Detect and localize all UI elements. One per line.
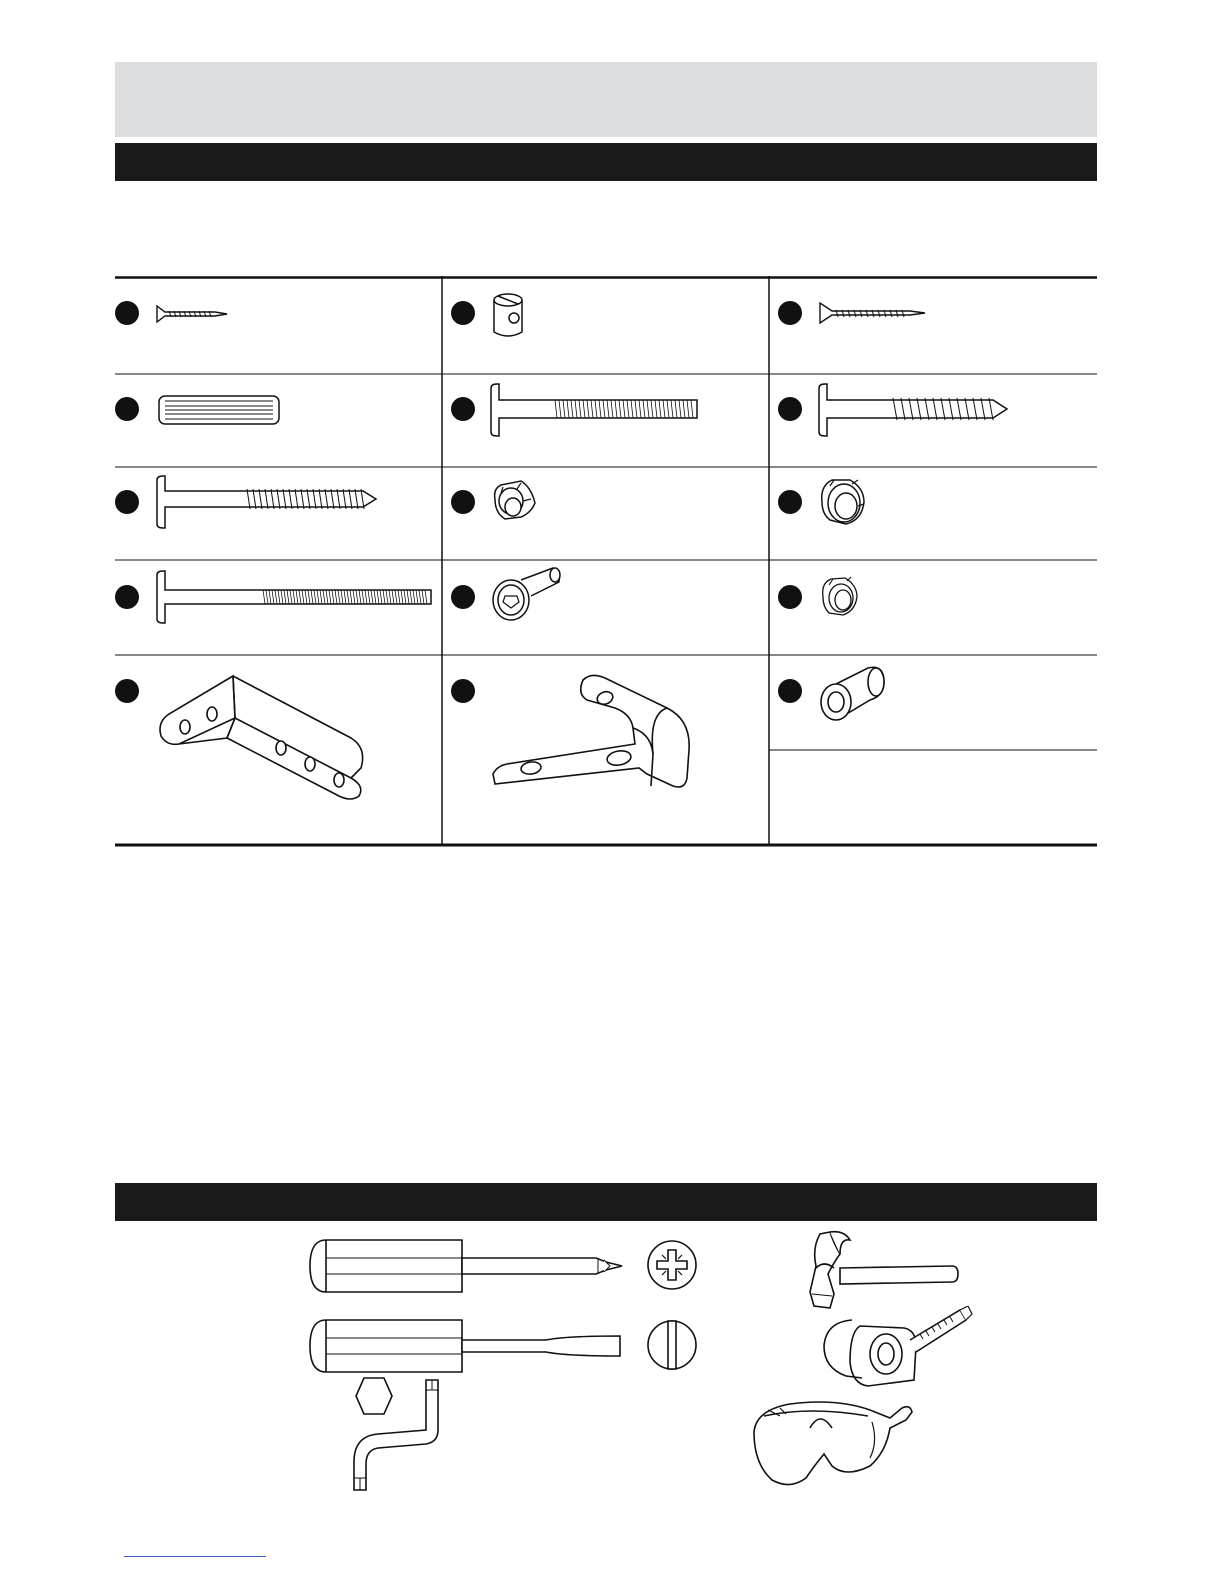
part-badge (778, 585, 802, 609)
flat-screwdriver-icon (306, 1316, 626, 1376)
part-badge (115, 585, 139, 609)
connector-nut-icon (491, 566, 563, 624)
part-badge (115, 490, 139, 514)
lag-bolt-icon (817, 380, 1012, 440)
hex-key-icon (346, 1374, 446, 1494)
part-badge (115, 301, 139, 325)
part-badge (451, 679, 475, 703)
part-badge (451, 301, 475, 325)
hardware-section-header (115, 143, 1097, 181)
part-badge (778, 397, 802, 421)
part-badge (451, 397, 475, 421)
tools-section-header (115, 1183, 1097, 1221)
spacer-sleeve-icon (818, 662, 888, 724)
tee-nut-icon (491, 479, 541, 525)
footer-link-underline[interactable] (124, 1556, 266, 1557)
safety-glasses-icon (750, 1392, 920, 1492)
barrel-nut-icon (490, 292, 535, 340)
title-band (115, 62, 1097, 137)
small-tee-nut-icon (819, 575, 861, 619)
long-machine-bolt-icon (155, 567, 435, 627)
part-badge (778, 301, 802, 325)
part-badge (115, 397, 139, 421)
countersunk-screw-icon (818, 302, 928, 324)
tape-measure-icon (816, 1306, 976, 1392)
wooden-dowel-icon (157, 394, 282, 426)
slotted-head-symbol-icon (645, 1318, 699, 1372)
phillips-screwdriver-icon (306, 1236, 626, 1296)
large-tee-nut-icon (818, 476, 868, 528)
phillips-head-symbol-icon (645, 1238, 699, 1292)
machine-bolt-icon (489, 380, 701, 440)
part-badge (778, 490, 802, 514)
l-bracket-icon (155, 674, 375, 802)
j-bracket-icon (491, 674, 697, 792)
wood-screw-icon (155, 304, 230, 324)
part-badge (778, 679, 802, 703)
part-badge (451, 490, 475, 514)
long-lag-bolt-icon (155, 472, 380, 532)
part-badge (451, 585, 475, 609)
part-badge (115, 679, 139, 703)
hammer-icon (804, 1228, 964, 1314)
hardware-table (115, 276, 1097, 848)
